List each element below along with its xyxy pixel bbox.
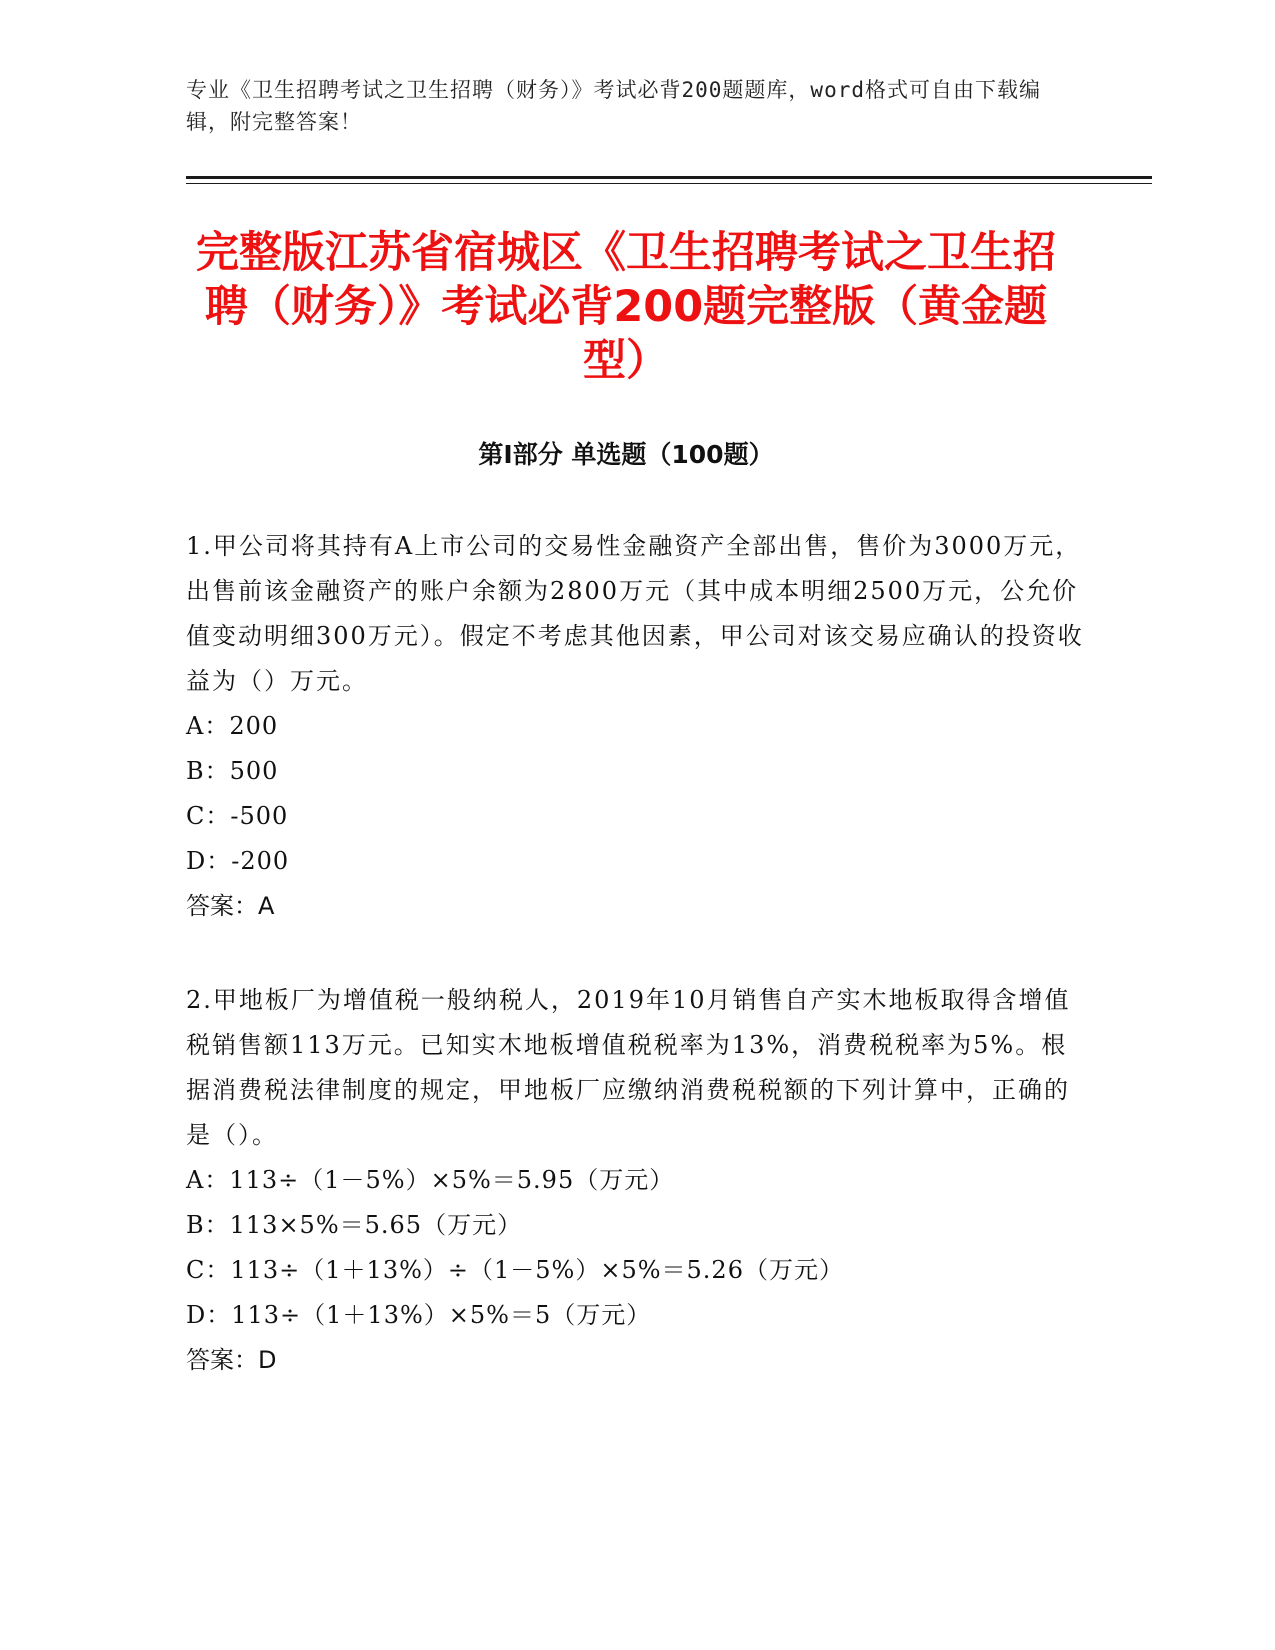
document-title: 完整版江苏省宿城区《卫生招聘考试之卫生招聘（财务）》考试必背200题完整版（黄金题型） xyxy=(196,228,1056,386)
option-d: D：113÷（1＋13%）×5%＝5（万元） xyxy=(186,1301,652,1329)
option-a: A：200 xyxy=(186,712,279,740)
header-rule-thin xyxy=(186,183,1152,184)
option-c: C：113÷（1＋13%）÷（1－5%）×5%＝5.26（万元） xyxy=(186,1256,844,1284)
question-stem: 2.甲地板厂为增值税一般纳税人，2019年10月销售自产实木地板取得含增值税销售额113万元。已知实木地板增值税税率为13%，消费税税率为5%。根据消费税法律制度的规定，甲地板厂应缴纳消费税税额的下列计算中，正确的是（）。 xyxy=(186,986,1071,1149)
option-c: C：-500 xyxy=(186,802,289,830)
option-d: D：-200 xyxy=(186,847,290,875)
option-b: B：113×5%＝5.65（万元） xyxy=(186,1211,523,1239)
question-1 xyxy=(186,524,1086,929)
header-rule-thick xyxy=(186,176,1152,179)
question-stem: 1.甲公司将其持有A上市公司的交易性金融资产全部出售，售价为3000万元，出售前该金融资产的账户余额为2800万元（其中成本明细2500万元，公允价值变动明细300万元）。假定不考虑其他因素，甲公司对该交易应确认的投资收益为（）万元。 xyxy=(186,532,1084,695)
option-b: B：500 xyxy=(186,757,279,785)
answer: 答案：D xyxy=(186,1346,277,1374)
option-a: A：113÷（1－5%）×5%＝5.95（万元） xyxy=(186,1166,675,1194)
section-title: 第I部分 单选题（100题） xyxy=(478,440,774,469)
header-note: 专业《卫生招聘考试之卫生招聘（财务）》考试必背200题题库，word格式可自由下载编辑，附完整答案！ xyxy=(186,78,1041,134)
question-2 xyxy=(186,978,1086,1383)
answer: 答案：A xyxy=(186,892,275,920)
